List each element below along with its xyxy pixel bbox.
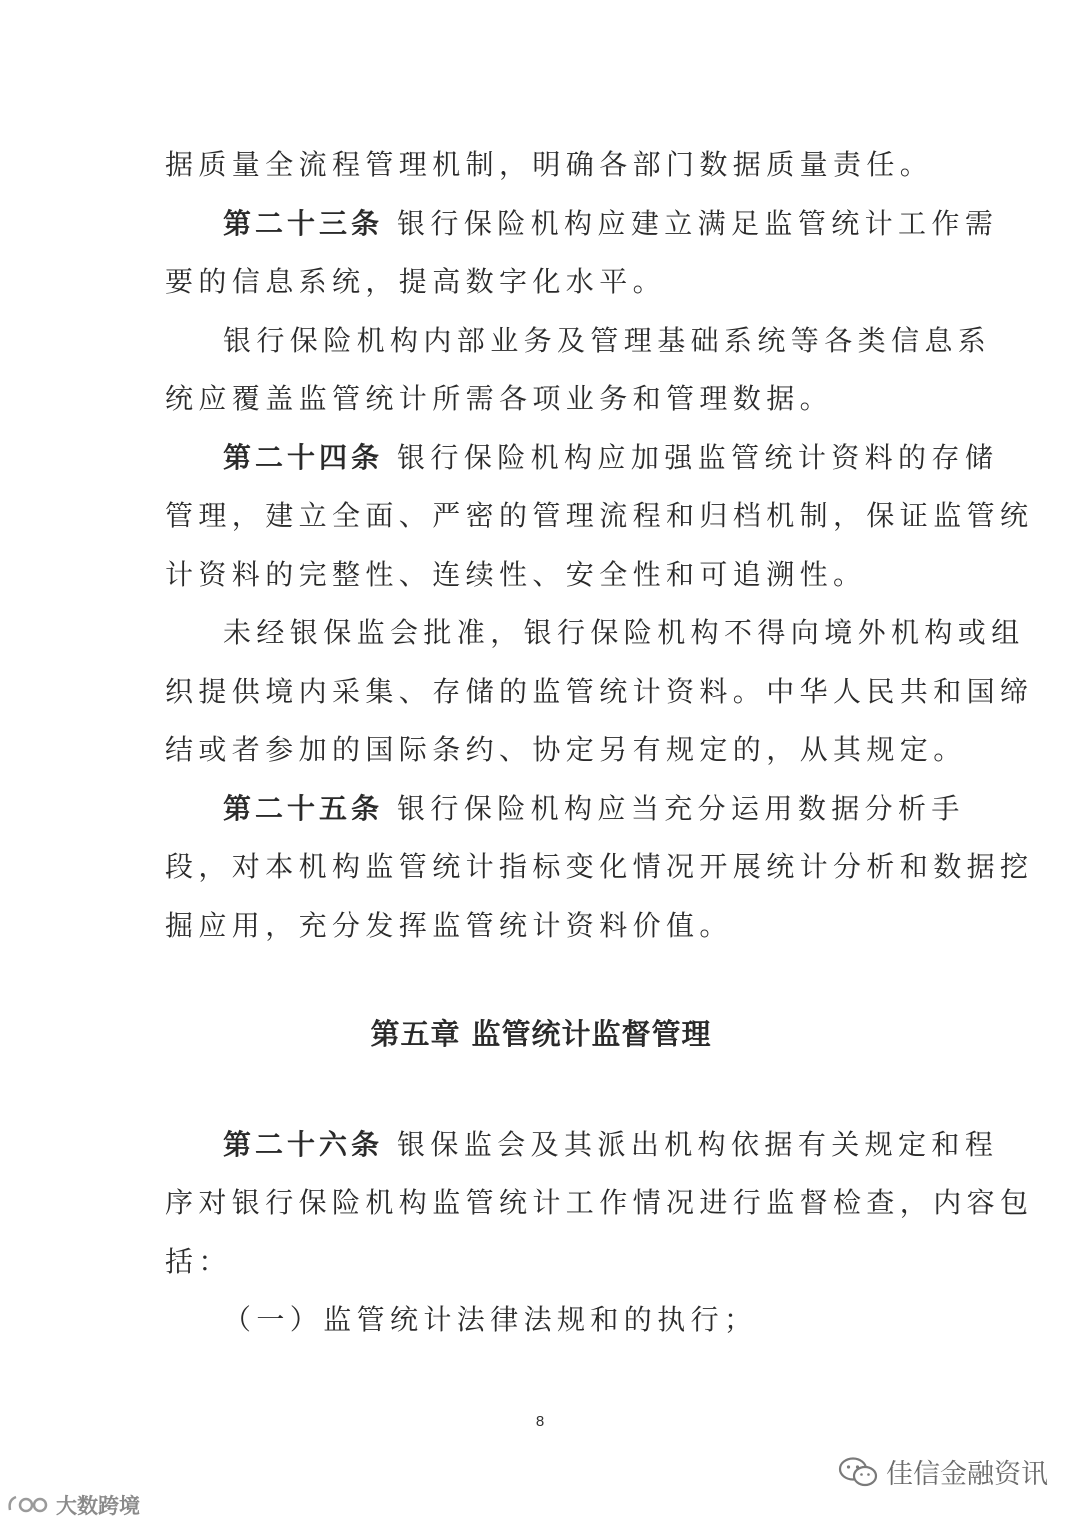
text-line: 未经银保监会批准，银行保险机构不得向境外机构或组 — [223, 616, 1025, 649]
article-text: 银行保险机构应当充分运用数据分析手 — [397, 791, 965, 825]
document-body — [165, 136, 1034, 1350]
text-line: 括： — [165, 1244, 232, 1278]
article-number: 第二十六条 — [223, 1127, 384, 1161]
text-line: 统应覆盖监管统计所需各项业务和管理数据。 — [165, 382, 834, 415]
article-25-line-1 — [165, 780, 965, 839]
text-line: 管理，建立全面、严密的管理流程和归档机制，保证监管统 — [165, 499, 1034, 532]
list-item: （一）监管统计法律法规和的执行； — [223, 1303, 758, 1336]
text-line: 段，对本机构监管统计指标变化情况开展统计分析和数据挖 — [165, 850, 1034, 883]
article-text: 银行保险机构应加强监管统计资料的存储 — [397, 440, 999, 474]
text-line: 结或者参加的国际条约、协定另有规定的，从其规定。 — [165, 733, 967, 766]
watermark-account-name: 佳信金融资讯 — [886, 1459, 1048, 1490]
article-24-line-1 — [165, 429, 999, 488]
article-number: 第二十四条 — [223, 440, 384, 474]
text-line: 织提供境内采集、存储的监管统计资料。中华人民共和国缔 — [165, 674, 1034, 708]
article-text: 银保监会及其派出机构依据有关规定和程 — [397, 1127, 999, 1161]
article-26-line-1 — [165, 1116, 999, 1175]
article-23-line-1 — [165, 195, 999, 254]
text-line: 计资料的完整性、连续性、安全性和可追溯性。 — [165, 557, 867, 591]
text-line: 掘应用，充分发挥监管统计资料价值。 — [165, 908, 733, 942]
watermark-right — [838, 1452, 1048, 1491]
article-number: 第二十三条 — [223, 206, 384, 240]
page-number: 8 — [535, 1413, 545, 1430]
watermark-left — [6, 1490, 140, 1520]
article-number: 第二十五条 — [223, 791, 384, 825]
watermark-brand-name: 大数跨境 — [56, 1494, 140, 1518]
wechat-icon — [838, 1456, 878, 1488]
text-line: 要的信息系统，提高数字化水平。 — [165, 265, 667, 298]
text-line: 据质量全流程管理机制，明确各部门数据质量责任。 — [165, 148, 934, 181]
text-line: 银行保险机构内部业务及管理基础系统等各类信息系 — [223, 323, 992, 357]
chapter-heading: 第五章 监管统计监督管理 — [370, 1017, 712, 1051]
article-text: 银行保险机构应建立满足监管统计工作需 — [397, 206, 999, 240]
text-line: 序对银行保险机构监管统计工作情况进行监督检查，内容包 — [165, 1186, 1034, 1219]
dashuju-logo-icon — [6, 1492, 52, 1518]
